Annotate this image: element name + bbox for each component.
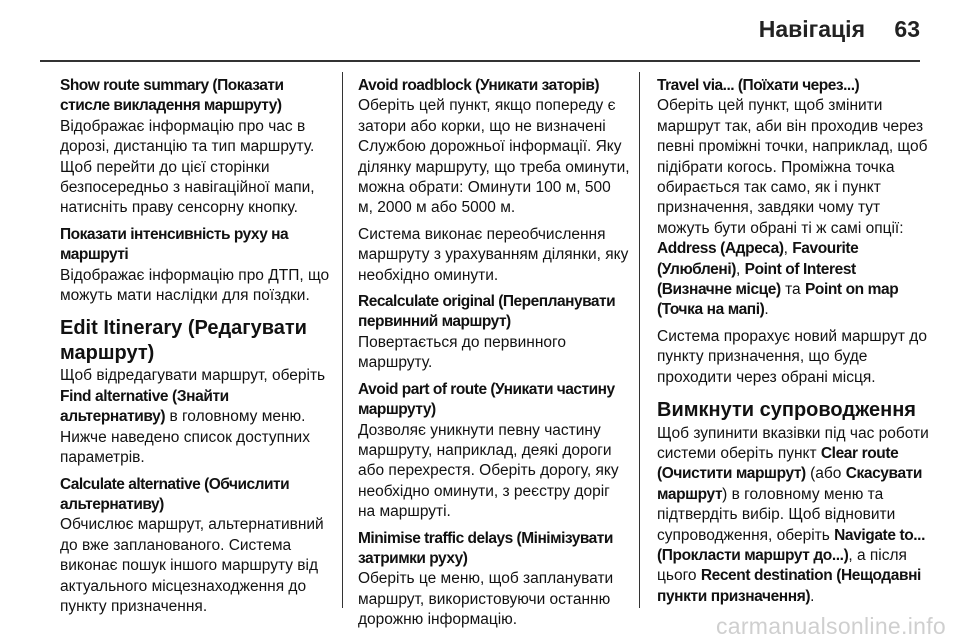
text: , (783, 240, 793, 258)
paragraph-minimise-traffic-delays: Оберіть це меню, щоб запланувати маршрут, використовуючи останню дорожню інформацію. (358, 570, 614, 629)
heading-minimise-traffic-delays: Minimise traffic delays (Мінімізувати затримки руху) (358, 529, 613, 567)
paragraph-edit-itinerary (60, 366, 332, 468)
column-divider-2 (639, 72, 640, 608)
header-divider (40, 60, 920, 62)
section-edit-itinerary: Edit Itinerary (Редагувати маршрут) (60, 317, 307, 364)
text: , (736, 260, 745, 278)
text: . (810, 587, 815, 605)
text: Оберіть цей пункт, щоб змінити маршрут так, аби він проходив через певні проміжні точки, наприклад, щоб підібрати когось. Проміжна точка обирається так само, як і пункт призначення, завдяки чому тут можуть бути обрані ті ж самі опції: (657, 97, 928, 237)
heading-recalculate-original: Recalculate original (Перепланувати первинний маршрут) (358, 293, 616, 331)
heading-avoid-part-of-route: Avoid part of route (Уникати частину маршруту) (358, 380, 615, 419)
page-header-title: Навігація (758, 16, 865, 42)
heading-calculate-alternative: Calculate alternative (Обчислити альтернативу) (60, 475, 290, 513)
heading-travel-via: Travel via... (Поїхати через...) (657, 77, 860, 94)
section-stop-guidance: Вимкнути супроводження (657, 399, 916, 422)
column-1 (60, 76, 332, 617)
paragraph-avoid-roadblock: Оберіть цей пункт, якщо попереду є затори або корки, що не визначені Службою дорожньої інформації. Яку ділянку маршруту, що треба оминути, можна обрати: Оминути 100 м, 500 м, 2000 м або 5000 м. (358, 97, 630, 217)
paragraph-travel-via (657, 96, 929, 320)
paragraph-recalculation: Система виконає переобчислення маршруту з урахуванням ділянки, яку необхідно оминути. (358, 225, 629, 284)
paragraph-route-summary: Відображає інформацію про час в дорозі, дистанцію та тип маршруту. Щоб перейти до цієї сторінки безпосередньо з навігаційної мапи, натисніть праву сенсорну кнопку. (60, 117, 315, 217)
option-address: Address (Адреса) (657, 240, 784, 258)
column-2 (358, 76, 630, 631)
menu-term-find-alternative: Find alternative (Знайти альтернативу) (60, 387, 229, 426)
text: . (764, 301, 769, 319)
heading-show-route-summary: Show route summary (Показати стисле викладення маршруту) (60, 77, 284, 115)
menu-term-cancel-route: Скасувати маршрут (657, 465, 922, 503)
option-favourite: Favourite (Улюблені) (657, 240, 859, 278)
paragraph-recalculate-original: Повертається до первинного маршруту. (358, 333, 566, 372)
text: Щоб зупинити вказівки під час роботи системи оберіть пункт (657, 424, 929, 462)
menu-term-navigate-to: Navigate to... (Прокласти маршрут до...) (657, 526, 925, 565)
text: в головному меню. Нижче наведено список доступних параметрів. (60, 408, 310, 467)
page-number: 63 (894, 16, 920, 42)
paragraph-stop-guidance (657, 424, 929, 608)
menu-term-recent-destination: Recent destination (Нещодавні пункти призначення) (657, 567, 921, 605)
text: , а після цього (657, 547, 907, 585)
option-point-of-interest: Point of Interest (Визначне місце) (657, 260, 856, 299)
menu-term-clear-route: Clear route (Очистити маршрут) (657, 445, 899, 483)
text: (або (805, 465, 846, 483)
text: та (780, 281, 805, 299)
text: Щоб відредагувати маршрут, оберіть (60, 367, 326, 385)
paragraph-calculate-alternative: Обчислює маршрут, альтернативний до вже запланованого. Система виконає пошук іншого маршруту від актуального місцезнаходження до пункту призначення. (60, 516, 324, 615)
paragraph-new-route: Система прорахує новий маршрут до пункту призначення, що буде проходити через обрані місця. (657, 327, 927, 386)
text: ) в головному меню та підтвердіть вибір. Щоб відновити супроводження, оберіть (657, 485, 896, 544)
option-point-on-map: Point on map (Точка на мапі) (657, 281, 899, 319)
watermark-text: carmanualsonline.info (715, 613, 946, 639)
heading-avoid-roadblock: Avoid roadblock (Уникати заторів) (358, 77, 600, 94)
column-divider-1 (342, 72, 343, 608)
column-3 (657, 76, 929, 607)
heading-traffic-intensity: Показати інтенсивність руху на маршруті (60, 225, 289, 264)
paragraph-traffic-intensity: Відображає інформацію про ДТП, що можуть мати наслідки для поїздки. (60, 266, 330, 305)
paragraph-avoid-part-of-route: Дозволяє уникнути певну частину маршруту, наприклад, деякі дороги або перехрестя. Оберіть дорогу, яку необхідно оминути, з реєстру доріг на маршруті. (358, 421, 619, 521)
